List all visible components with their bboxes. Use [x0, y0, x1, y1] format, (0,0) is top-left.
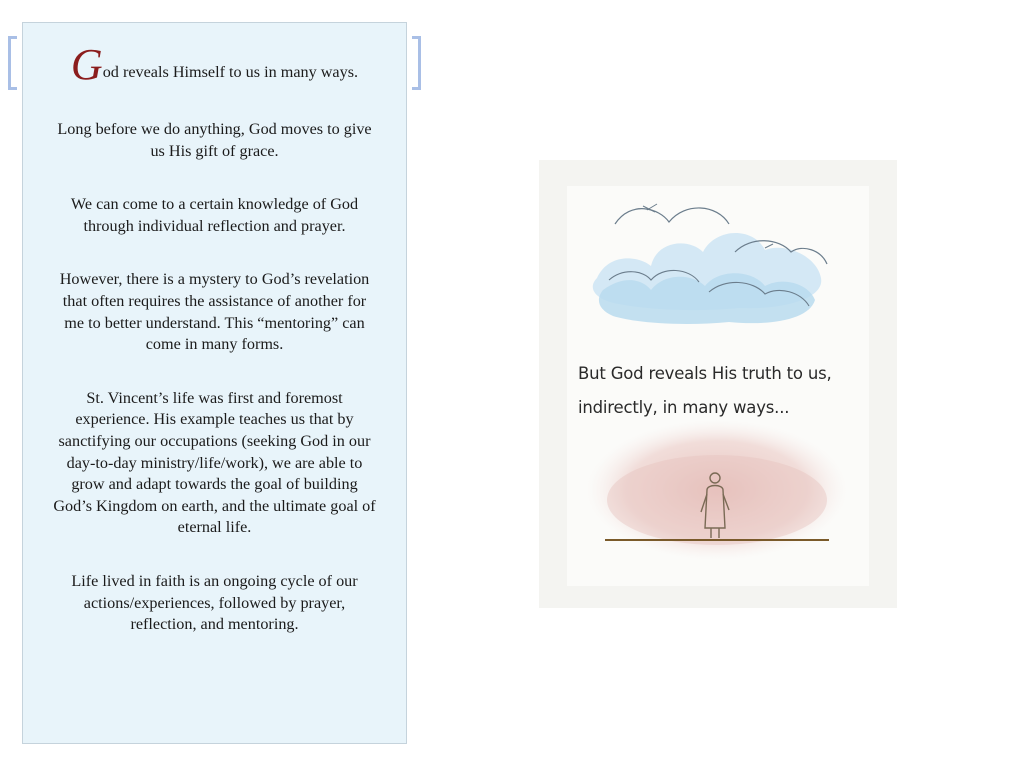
- right-bracket-decoration: [412, 36, 421, 90]
- headline-text: od reveals Himself to us in many ways.: [102, 63, 359, 81]
- illustration-caption: [578, 357, 878, 425]
- headline: [53, 40, 376, 89]
- drop-cap: G: [70, 40, 103, 89]
- paragraph-faith-cycle: Life lived in faith is an ongoing cycle of our actions/experiences, followed by prayer, reflection, and mentoring.: [71, 571, 358, 634]
- left-bracket-decoration: [8, 36, 17, 90]
- clouds-drawing: [593, 204, 827, 324]
- paragraph-st-vincent: St. Vincent’s life was first and foremost experience. His example teaches us that by sanctifying our occupations (seeking God in our day-to-day ministry/life/work), we are able to grow and adapt towards the goal of building God’s Kingdom on earth, and the ultimate goal of eternal life.: [53, 388, 376, 537]
- paragraph-mystery: However, there is a mystery to God’s revelation that often requires the assistance of another for me to better understand. This “mentoring” can come in many forms.: [59, 270, 370, 354]
- caption-line-1: But God reveals His truth to us,: [578, 364, 832, 383]
- paragraph-knowledge: We can come to a certain knowledge of God through individual reflection and prayer.: [70, 195, 359, 235]
- illustration: [539, 160, 897, 608]
- text-panel: [22, 22, 407, 744]
- paragraph-grace: Long before we do anything, God moves to give us His gift of grace.: [57, 120, 372, 160]
- caption-line-2: indirectly, in many ways...: [578, 398, 790, 417]
